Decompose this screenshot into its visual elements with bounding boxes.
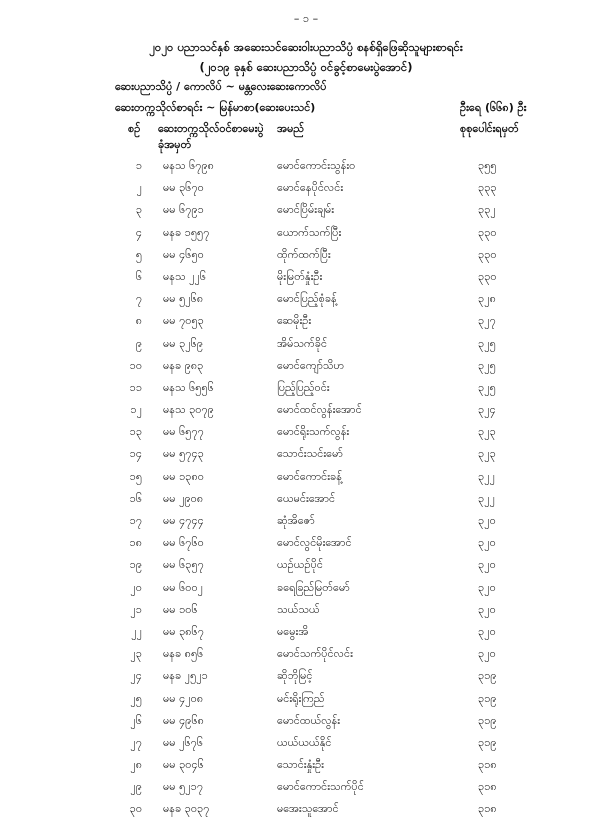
table-row [0, 245, 612, 267]
student-name: သယ်သယ် [277, 602, 320, 616]
exam-number: မမ ၁၀၆ [163, 602, 198, 616]
total-marks: ၃၂၅ [478, 336, 496, 350]
row-number: ၄ [135, 225, 142, 239]
exam-number: မမ ၆၅၇၇ [163, 425, 204, 439]
table-row [0, 311, 612, 333]
table-row [0, 489, 612, 511]
student-name: မောင်ကျော်သိဟ [277, 358, 345, 372]
exam-number: မမ ၁၃၈၀ [163, 469, 204, 483]
student-name: ယေမင်းအောင် [277, 491, 336, 505]
row-number: ၁၈ [129, 536, 142, 550]
student-name: မောင်နေပိုင်လင်း [277, 181, 344, 195]
row-number: ၂၉ [130, 780, 142, 794]
total-marks: ၃၁၉ [478, 691, 497, 705]
exam-number: မမ ၃၆၇၀ [163, 181, 204, 195]
table-row [0, 378, 612, 400]
row-number: ၁၁ [129, 380, 142, 394]
total-marks: ၃၃၂ [478, 203, 496, 217]
total-marks: ၃၂၀ [478, 602, 496, 616]
row-number: ၁၀ [129, 358, 142, 372]
table-row [0, 400, 612, 422]
row-number: ၂၃ [130, 647, 142, 661]
table-row [0, 689, 612, 711]
table-row [0, 467, 612, 489]
student-name: မောင်ထယ်လွန်း [277, 713, 340, 727]
table-row [0, 799, 612, 821]
total-marks: ၃၅၅ [478, 159, 497, 172]
row-number: ၇ [135, 292, 142, 306]
exam-number: မမ ၅၂၁၇ [163, 780, 204, 794]
total-marks: ၃၃၀ [478, 247, 497, 261]
total-marks: ၃၂၂ [478, 469, 495, 483]
total-marks: ၃၁၈ [478, 802, 497, 816]
row-number: ၃၀ [129, 802, 142, 816]
row-number: ၃ [135, 203, 142, 217]
total-marks: ၃၂၇ [478, 314, 496, 328]
total-marks: ၃၂၀ [478, 580, 496, 594]
row-number: ၁၄ [129, 447, 142, 461]
student-name: ထိုက်ထက်ပြီး [277, 247, 331, 261]
table-row [0, 600, 612, 622]
exam-number: မမ ၄၉၆၈ [163, 713, 204, 727]
table-row [0, 422, 612, 444]
table-row [0, 223, 612, 245]
exam-number: မမ ၂၆၇၆ [163, 735, 204, 749]
exam-number: မမ ၅၇၄၃ [163, 447, 204, 461]
row-number: ၂၄ [130, 669, 142, 683]
table-row [0, 711, 612, 733]
student-name: မမွေးအိ [277, 624, 309, 638]
row-number: ၁၆ [129, 491, 142, 505]
student-name: မောင်သက်ပိုင်လင်း [277, 647, 353, 661]
total-marks: ၃၂၀ [478, 624, 496, 638]
row-number: ၁၂ [130, 403, 142, 417]
column-header-exam-sub: ခုံအမှတ် [158, 138, 192, 151]
row-number: ၁၃ [129, 425, 142, 439]
student-name: မောင်ထင်လွန်းအောင် [277, 403, 362, 417]
exam-number: မနသ ၂၂၆ [163, 269, 207, 283]
student-name: ဆိုဘိုမြင့် [277, 669, 313, 683]
exam-number: မမ ၃၀၄၆ [163, 758, 204, 772]
table-row [0, 555, 612, 577]
table-row [0, 777, 612, 799]
exam-number: မနသ ၆၇၉၈ [163, 159, 214, 172]
total-marks: ၃၂၂ [478, 491, 495, 505]
table-row [0, 511, 612, 533]
page-number: – ၁ – [293, 12, 319, 25]
table-row [0, 733, 612, 755]
total-marks: ၃၃၀ [478, 269, 497, 283]
student-name: ယဉ်ယဉ်ပိုင် [277, 558, 323, 572]
row-number: ၁ [135, 159, 142, 172]
exam-number: မမ ၅၂၆၈ [163, 292, 204, 306]
row-number: ၂၂ [131, 624, 142, 638]
row-number: ၂၁ [130, 602, 142, 616]
column-header-marks: စုစုပေါင်းရမှတ် [460, 122, 519, 135]
table-row [0, 178, 612, 200]
table-row [0, 622, 612, 644]
total-marks: ၃၁၈ [478, 780, 497, 794]
exam-number: မမ ၃၈၆၇ [163, 624, 204, 638]
total-marks: ၃၂၀ [478, 558, 496, 572]
total-count: ဦးရေ (၆၆၈) ဦး [460, 101, 527, 114]
table-row [0, 444, 612, 466]
table-row [0, 267, 612, 289]
row-number: ၂၀ [130, 580, 142, 594]
document-title: ၂၀၂၀ ပညာသင်နှစ် အဆေးသင်ဆေးဝါးပညာသိပ္ပံ စနစ်ရှိဖြေဆိုသူများစာရင်း [149, 40, 463, 54]
total-marks: ၃၃၃ [478, 181, 497, 195]
student-name: သောင်းနှုံးဦး [277, 758, 324, 772]
exam-number: မနသ ၆၅၅၆ [163, 380, 214, 394]
exam-number: မမ ၃၂၆၉ [163, 336, 204, 350]
student-name: ပြည့်ပြည့်ဝင်း [277, 380, 330, 394]
total-marks: ၃၃၀ [478, 225, 497, 239]
row-number: ၂၈ [130, 758, 142, 772]
exam-number: မနခ ၃၀၃၇ [163, 802, 210, 816]
total-marks: ၃၂၃ [478, 447, 496, 461]
table-row [0, 156, 612, 178]
student-name: အိမ်သက်ခိုင် [277, 336, 328, 350]
student-name: မောင်ရိုးသက်လွန်း [277, 425, 350, 439]
column-header-exam: ဆေးတက္ကသိုလ်ဝင်စာမေးပွဲ [158, 122, 264, 135]
exam-number: မမ ၆၃၅၇ [163, 558, 204, 572]
row-number: ၅ [135, 247, 142, 261]
student-name: ယယ်ယယ်နိုင် [277, 735, 332, 749]
exam-number: မနခ ၉၈၃ [163, 358, 204, 372]
table-row [0, 533, 612, 555]
row-number: ၂ [136, 181, 142, 195]
student-name: သောင်းသင်းမော် [277, 447, 343, 461]
total-marks: ၃၂၅ [478, 358, 496, 372]
exam-number: မမ ၆၇၉၁ [163, 203, 204, 217]
row-number: ၂၅ [130, 691, 142, 705]
student-name: ခရေခြည်မြတ်မော် [277, 580, 350, 594]
document-subtitle: (၂၀၁၉ ခုနှစ် ဆေးပညာသိပ္ပံ ဝင်ခွင့်စာမေးပွဲအောင်) [199, 60, 413, 74]
student-name: မောင်ပြိမ်းချမ်း [277, 203, 335, 217]
exam-number: မမ ၄၇၄၄ [163, 514, 204, 527]
student-name: ယောက်သက်ပြီး [277, 225, 342, 239]
table-row [0, 289, 612, 311]
total-marks: ၃၁၉ [478, 735, 497, 749]
exam-number: မမ ၂၉၀၈ [163, 491, 204, 505]
row-number: ၁၅ [129, 469, 142, 483]
exam-number: မနခ ၁၅၅၇ [163, 225, 210, 239]
total-marks: ၃၂၀ [478, 514, 496, 527]
exam-number: မမ ၆၇၆၀ [163, 536, 204, 550]
exam-number: မမ ၆၀၀၂ [163, 580, 204, 594]
exam-number: မမ ၄၆၅၀ [163, 247, 204, 261]
student-name: မအေးသူအောင် [277, 802, 339, 816]
student-name: မောင်ပြည့်စုံခန့် [277, 292, 337, 306]
row-number: ၆ [135, 269, 142, 283]
total-marks: ၃၂၀ [478, 536, 496, 550]
student-name: မောင်လွင်မိုးအောင် [277, 536, 352, 550]
subject-line: ဆေးတက္ကသိုလ်စာရင်း ~ မြန်မာစာ(ဆေးပေးသင်) [115, 101, 316, 114]
table-row [0, 644, 612, 666]
student-name: မောင်ကောင်းခန့် [277, 469, 342, 483]
total-marks: ၃၁၉ [478, 669, 497, 683]
row-number: ၁၇ [129, 514, 142, 527]
table-row [0, 200, 612, 222]
total-marks: ၃၁၈ [478, 758, 497, 772]
row-number: ၂၆ [130, 713, 142, 727]
row-number: ၈ [135, 314, 142, 328]
table-row [0, 578, 612, 600]
table-row [0, 356, 612, 378]
student-name: မင်းရိုးကြည် [277, 691, 325, 705]
exam-number: မနခ ၈၅၆ [163, 647, 204, 661]
table-row [0, 755, 612, 777]
exam-number: မနသ ၃၀၇၉ [163, 403, 214, 417]
total-marks: ၃၂၀ [478, 647, 496, 661]
total-marks: ၃၁၉ [478, 713, 497, 727]
student-name: ဆုံအိဇော် [277, 514, 315, 527]
student-name: မောင်ကောင်းသွန်း၀ [277, 159, 356, 172]
college-line: ဆေးပညာသိပ္ပံ / ကောလိပ် ~ မန္တလေးဆေးကောလိပ် [115, 80, 327, 93]
table-row [0, 334, 612, 356]
row-number: ၂၇ [130, 735, 142, 749]
row-number: ၉ [135, 336, 142, 350]
exam-number: မနခ ၂၅၂၁ [163, 669, 208, 683]
table-row [0, 666, 612, 688]
total-marks: ၃၂၃ [478, 425, 496, 439]
student-name: မိုးမြတ်နှုံးဦး [277, 269, 323, 283]
total-marks: ၃၂၈ [478, 292, 496, 306]
total-marks: ၃၂၄ [478, 403, 496, 417]
student-name: မောင်ကောင်းသက်ပိုင် [277, 780, 364, 794]
total-marks: ၃၂၅ [478, 380, 496, 394]
row-number: ၁၉ [129, 558, 142, 572]
column-header-name: အမည် [277, 122, 305, 135]
exam-number: မမ ၄၂၀၈ [163, 691, 204, 705]
exam-number: မမ ၇၀၅၃ [163, 314, 204, 328]
results-table [0, 156, 612, 822]
student-name: ဆေမိုးဦး [277, 314, 312, 328]
column-header-no: စဉ် [128, 122, 141, 135]
